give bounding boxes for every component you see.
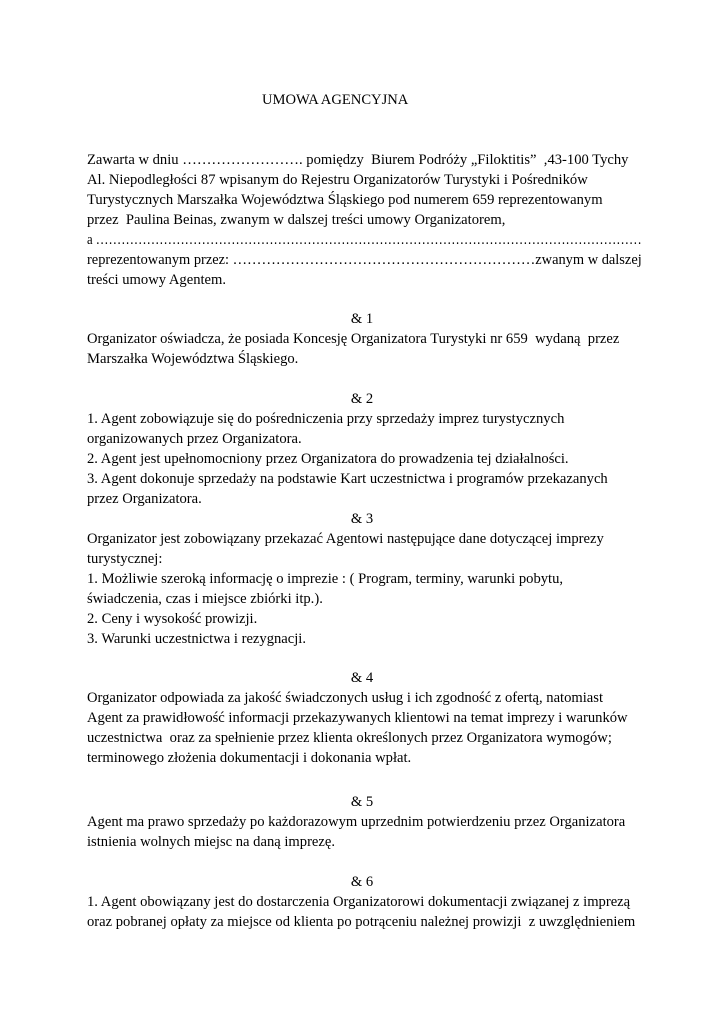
section-heading: & 3 (350, 511, 374, 527)
section-line: organizowanych przez Organizatora. (87, 431, 302, 447)
intro-line: Turystycznych Marszałka Województwa Śląskiego pod numerem 659 reprezentowanym (87, 192, 603, 208)
section-line: istnienia wolnych miejsc na daną imprezę. (87, 834, 336, 850)
section-line: terminowego złożenia dokumentacji i dokonania wpłat. (87, 750, 412, 766)
section-line: Organizator jest zobowiązany przekazać Agentowi następujące dane dotyczącej imprezy (87, 531, 604, 547)
section-line: Agent ma prawo sprzedaży po każdorazowym uprzednim potwierdzeniu przez Organizatora (87, 814, 626, 830)
section-line: Marszałka Województwa Śląskiego. (87, 351, 299, 367)
section-line: 1. Agent zobowiązuje się do pośredniczenia przy sprzedaży imprez turystycznych (87, 411, 565, 427)
intro-line: Zawarta w dniu ……………………. pomiędzy Biurem Podróży „Filoktitis” ,43-100 Tychy (87, 152, 629, 168)
section-line: 3. Agent dokonuje sprzedaży na podstawie Kart uczestnictwa i programów przekazanych (87, 471, 608, 487)
section-heading: & 5 (350, 794, 374, 810)
section-line: świadczenia, czas i miejsce zbiórki itp.). (87, 591, 323, 607)
section-line: przez Organizatora. (87, 491, 202, 507)
section-line: 1. Agent obowiązany jest do dostarczenia Organizatorowi dokumentacji związanej z imprezą (87, 894, 631, 910)
section-heading: & 1 (350, 311, 374, 327)
intro-line: przez Paulina Beinas, zwanym w dalszej treści umowy Organizatorem, (87, 212, 506, 228)
section-heading: & 2 (350, 391, 374, 407)
intro-line: reprezentowanym przez: ………………………………………………………zwanym w dalszej (87, 252, 642, 268)
document-title: UMOWA AGENCYJNA (262, 92, 409, 108)
section-line: turystycznej: (87, 551, 163, 567)
section-line: Agent za prawidłowość informacji przekazywanych klientowi na temat imprezy i warunków (87, 710, 628, 726)
section-heading: & 4 (350, 670, 374, 686)
section-line: oraz pobranej opłaty za miejsce od klienta po potrąceniu należnej prowizji z uwzględnieniem (87, 914, 636, 930)
section-line: 3. Warunki uczestnictwa i rezygnacji. (87, 631, 306, 647)
intro-line: a ………………………………………………………………………………………………………………… (87, 232, 642, 248)
section-heading: & 6 (350, 874, 374, 890)
section-line: uczestnictwa oraz za spełnienie przez klienta określonych przez Organizatora wymogów; (87, 730, 612, 746)
intro-line: Al. Niepodległości 87 wpisanym do Rejestru Organizatorów Turystyki i Pośredników (87, 172, 588, 188)
intro-line: treści umowy Agentem. (87, 272, 227, 288)
section-line: 2. Agent jest upełnomocniony przez Organizatora do prowadzenia tej działalności. (87, 451, 569, 467)
section-line: Organizator oświadcza, że posiada Koncesję Organizatora Turystyki nr 659 wydaną przez (87, 331, 620, 347)
section-line: Organizator odpowiada za jakość świadczonych usług i ich zgodność z ofertą, natomiast (87, 690, 604, 706)
section-line: 1. Możliwie szeroką informację o imprezie : ( Program, terminy, warunki pobytu, (87, 571, 564, 587)
section-line: 2. Ceny i wysokość prowizji. (87, 611, 258, 627)
